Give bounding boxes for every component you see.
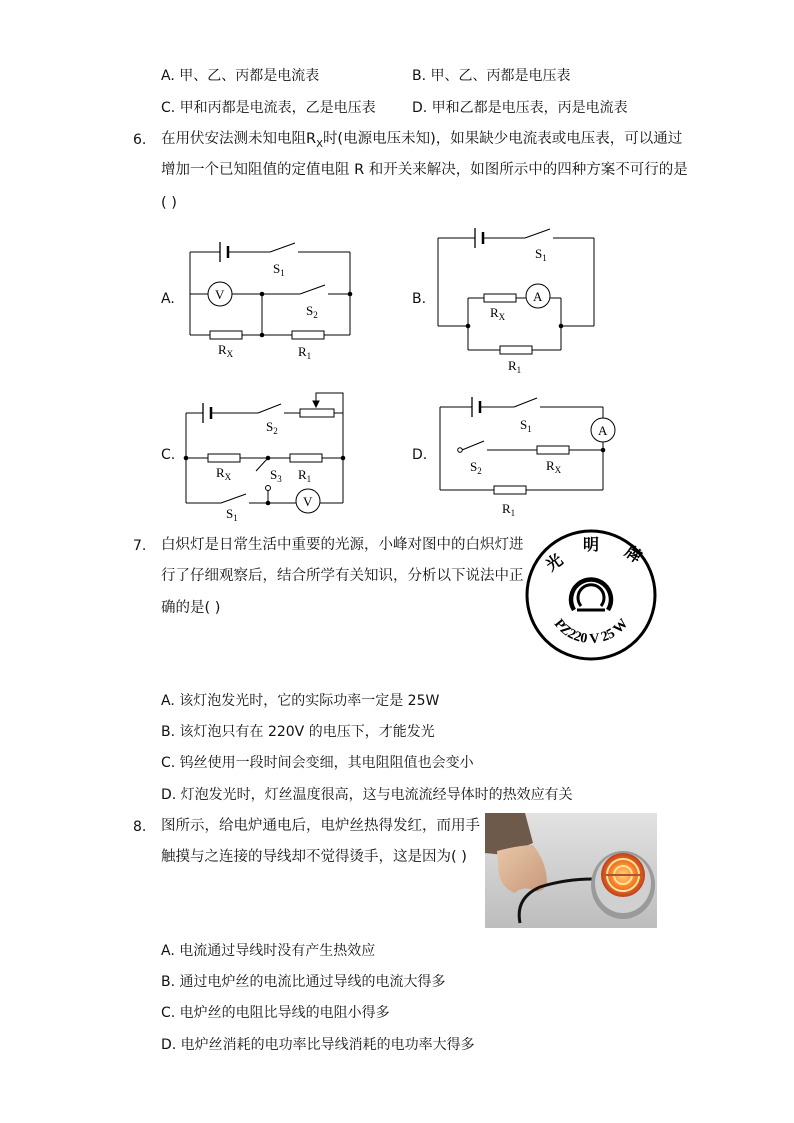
bulb-label-image [524,528,658,662]
svg-text:S1 [520,417,532,434]
q8-option-a: A. 电流通过导线时没有产生热效应 [161,943,376,959]
svg-text:S1 [535,246,547,263]
q6-stem-sub: X [316,138,323,150]
q6-stem-part1: 在用伏安法测未知电阻R [161,131,317,147]
rx-label: R [218,342,227,357]
rx-sub: X [224,472,232,482]
circuit-b-diagram [430,220,605,380]
r1-label: R [502,501,511,516]
s1-sub: 1 [233,513,238,523]
svg-text:S1 [226,506,238,523]
s1-label: S [535,246,543,261]
q8-option-d: D. 电炉丝消耗的电功率比导线消耗的电功率大得多 [161,1037,475,1053]
rx-label: R [490,305,499,320]
svg-text:R1 [508,358,521,375]
r1-label: R [508,358,517,373]
s1-sub: 1 [527,424,532,434]
s2-sub: 2 [477,466,482,476]
q7-option-c: C. 钨丝使用一段时间会变细，其电阻阻值也会变小 [161,755,474,771]
circuit-a-diagram [180,235,365,365]
svg-text:S2 [470,459,482,476]
q5-option-b: B. 甲、乙、丙都是电压表 [412,68,571,84]
s1-label: S [520,417,528,432]
s2-label: S [306,303,314,318]
q7-stem-line1: 白炽灯是日常生活中重要的光源，小峰对图中的白炽灯进 [161,537,524,553]
q6-stem-part2: 时(电源电压未知)，如果缺少电流表或电压表，可以通过 [322,131,683,147]
rx-sub: X [226,349,234,359]
ammeter-symbol: A [598,423,608,438]
r1-sub: 1 [306,474,312,484]
q7-stem-line3: 确的是( ) [161,600,221,616]
s1-label: S [273,261,281,276]
r1-label: R [298,467,307,482]
rx-sub: X [498,312,506,322]
bulb-rating: PZ220 V 25 W [550,616,632,648]
q6-option-a-label: A. [161,291,175,307]
r1-sub: 1 [516,365,522,375]
s2-label: S [266,419,274,434]
rx-label: R [546,458,555,473]
q8-option-b: B. 通过电炉丝的电流比通过导线的电流大得多 [161,974,446,990]
svg-text:S2 [306,303,318,320]
q8-number: 8. [133,819,147,835]
q8-stem-line1: 图所示，给电炉通电后，电炉丝热得发红，而用手 [161,818,480,834]
q7-option-d: D. 灯泡发光时，灯丝温度很高，这与电流流经导体时的热效应有关 [161,787,573,803]
bulb-char-3: 牌 [621,543,645,567]
svg-text:RX [490,305,506,322]
q6-stem-line2: 增加一个已知阻值的定值电阻 R 和开关来解决，如图所示中的四种方案不可行的是 [161,162,688,178]
q6-stem-line1 [161,129,682,155]
rx-label: R [216,465,225,480]
q7-stem-line2: 行了仔细观察后，结合所学有关知识，分析以下说法中正 [161,568,524,584]
q5-option-d: D. 甲和乙都是电压表，丙是电流表 [412,100,628,116]
svg-text:S3 [270,467,282,484]
q7-number: 7. [133,538,147,554]
q6-number: 6. [133,132,147,148]
r1-label: R [298,344,307,359]
r1-sub: 1 [510,508,516,518]
voltmeter-symbol: V [303,494,313,509]
voltmeter-symbol: V [215,287,225,302]
q5-option-a: A. 甲、乙、丙都是电流表 [161,68,320,84]
svg-text:S2 [266,419,278,436]
s2-sub: 2 [313,310,318,320]
s3-label: S [270,467,278,482]
svg-text:R1 [298,467,311,484]
q6-option-c-label: C. [161,447,176,463]
q7-option-b: B. 该灯泡只有在 220V 的电压下，才能发光 [161,724,435,740]
q8-stem-line2: 触摸与之连接的导线却不觉得烫手，这是因为( ) [161,849,467,865]
svg-text:R1 [502,501,515,518]
s3-sub: 3 [277,474,282,484]
svg-text:RX [218,342,234,359]
rx-sub: X [554,465,562,475]
s1-label: S [226,506,234,521]
svg-text:S1 [273,261,285,278]
svg-text:R1 [298,344,311,361]
s2-label: S [470,459,478,474]
bulb-char-1: 光 [543,551,567,575]
s1-sub: 1 [542,253,547,263]
q5-option-c: C. 甲和丙都是电流表，乙是电压表 [161,100,376,116]
electric-stove-photo [485,813,657,928]
circuit-c-diagram [178,385,353,525]
r1-sub: 1 [306,351,312,361]
ammeter-symbol: A [533,289,543,304]
q6-stem-line3: ( ) [161,195,177,211]
q8-option-c: C. 电炉丝的电阻比导线的电阻小得多 [161,1005,390,1021]
bulb-char-2: 明 [583,537,600,554]
q7-option-a: A. 该灯泡发光时，它的实际功率一定是 25W [161,693,440,709]
svg-text:RX [216,465,232,482]
circuit-d-diagram [432,392,622,522]
q6-option-b-label: B. [412,291,427,307]
q6-option-d-label: D. [412,447,428,463]
s2-sub: 2 [273,426,278,436]
s1-sub: 1 [280,268,285,278]
svg-text:RX [546,458,562,475]
